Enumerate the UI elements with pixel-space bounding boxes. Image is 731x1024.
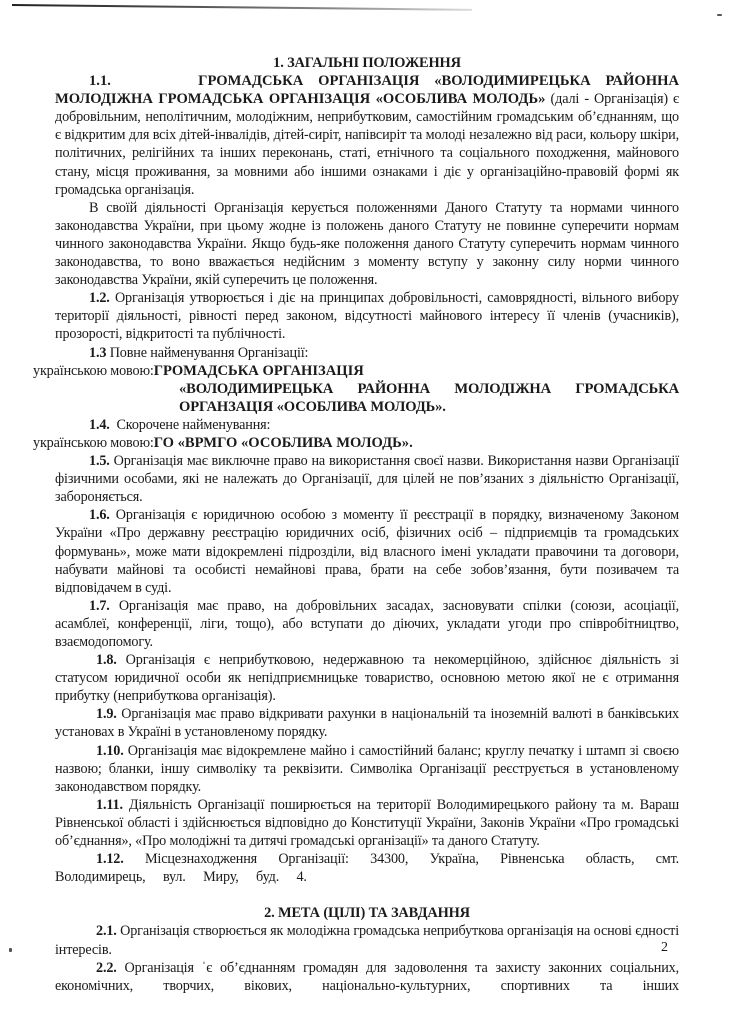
full-name-line1: ГРОМАДСЬКА ОРГАНІЗАЦІЯ (153, 362, 364, 379)
paragraph-1-4 (55, 416, 679, 434)
clause-number: 1.11. (96, 796, 123, 813)
clause-number: 1.7. (89, 597, 110, 614)
clause-number: 1.1. (89, 73, 111, 90)
clause-text: Організація є неприбутковою, недержавною та некомерційною, здійснює діяльність зі статусом юридичної особи як непідприємницьке товариство, основною метою якої не є отримання прибутку (неприбуткова організація). (55, 652, 679, 705)
clause-number: 1.4. (89, 416, 110, 433)
clause-text: Організація створюється як молодіжна громадська неприбуткова організація на основі єдності інтересів. (55, 923, 679, 958)
clause-number: 1.10. (96, 742, 124, 759)
clause-number: 1.6. (89, 507, 110, 524)
clause-text: Повне найменування Організації: (106, 344, 309, 361)
clause-number: 1.2. (89, 290, 110, 307)
scan-speck (9, 948, 12, 952)
paragraph-1-12 (55, 850, 679, 886)
organization-name: ГРОМАДСЬКА ОРГАНІЗАЦІЯ «ВОЛОДИМИРЕЦЬКА РАЙОННА МОЛОДІЖНА ГРОМАДСЬКА ОРГАНІЗАЦІЯ «ОСОБЛИВА МОЛОДЬ» (55, 73, 680, 108)
paragraph-1-3 (55, 344, 679, 362)
paragraph-1-9 (55, 705, 679, 741)
paragraph-2-1 (55, 922, 679, 958)
paragraph-1-8 (55, 651, 679, 705)
language-label: українською мовою: (33, 434, 154, 451)
clause-text: (далі - Організація) є добровільним, неполітичним, молодіжним, неприбутковим, самостійним громадським об’єднанням, що є відкритим для всіх дітей-інвалідів, дітей-сиріт, напівсиріт та молоді незалежно від раси, кольору шкіри, політичних, релігійних та інших переконань, статі, етнічного та соціального походження, майнового стану, місця проживання, за мовними або іншими ознаками і діє у організаційно-правовій формі як громадська організація. (55, 91, 679, 198)
clause-number: 1.3 (89, 344, 107, 361)
paragraph-1-11 (55, 796, 679, 850)
section-heading-2: 2. МЕТА (ЦІЛІ) ТА ЗАВДАННЯ (264, 905, 470, 922)
paragraph-1-2 (55, 289, 679, 343)
scan-speck (717, 14, 722, 16)
clause-number: 1.8. (96, 652, 117, 669)
clause-number: 2.1. (96, 923, 117, 940)
document-page (33, 54, 680, 995)
paragraph-1-1 (55, 72, 679, 199)
clause-text: Організація має право, на добровільних засадах, засновувати спілки (союзи, асоціації, асамблеї, конференції, ліги, тощо), або вступати до діючих, укладати угоди про співробітництво, взаємодопомогу. (55, 597, 679, 650)
full-name-continuation: «ВОЛОДИМИРЕЦЬКА РАЙОННА МОЛОДІЖНА ГРОМАДСЬКА ОРГАНЗАЦІЯ «ОСОБЛИВА МОЛОДЬ». (179, 380, 679, 415)
short-name: ГО «ВРМГО «ОСОБЛИВА МОЛОДЬ». (153, 434, 413, 451)
clause-number: 2.2. (96, 959, 117, 976)
paragraph-1-6 (55, 506, 679, 596)
paragraph-2-2 (55, 959, 679, 995)
full-name-row (33, 362, 679, 380)
clause-number: 1.9. (96, 706, 117, 723)
paragraph-1-10 (55, 742, 679, 796)
clause-text: Організація має право відкривати рахунки в національній та іноземній валюті в банківських установах в Україні в установленому порядку. (55, 706, 679, 741)
page-number: 2 (661, 940, 668, 955)
clause-text: Організація утворюється і діє на принципах добровільності, самоврядності, вільного вибору території діяльності, рівності перед законом, відсутності майнового інтересу її членів (учасників), прозорості, відкритості та публічності. (55, 290, 679, 343)
short-name-row (33, 434, 679, 452)
paragraph-1-5 (55, 452, 679, 506)
clause-number: 1.5. (89, 453, 110, 470)
clause-text: Діяльність Організації поширюється на території Володимирецького району та м. Вараш Рівненської області і здійснюється відповідно до Конституції України, Законів України «Про громадські об’єднання», «Про молодіжні та дитячі громадські організації» та даного Статуту. (55, 796, 679, 850)
paragraph-1-7 (55, 597, 679, 651)
clause-text: Місцезнаходження Організації: 34300, Україна, Рівненська область, смт. Володимирець, вул. Миру, буд. 4. (55, 851, 679, 886)
clause-text: Організація має відокремлене майно і самостійний баланс; круглу печатку і штамп зі своєю назвою; бланки, іншу символіку та реквізити. Символіка Організації реєструється в установленому законодавством порядку. (55, 742, 679, 795)
scan-artifact-line (12, 4, 472, 11)
paragraph-statute: В своїй діяльності Організація керується положеннями Даного Статуту та нормами чинного законодавства України, при цьому жодне із положень даного Статуту не повинне суперечити нормам чинного законодавства України. Якщо будь-яке положення даного Статуту суперечить нормам чинного законодавства, то воно вважається недійсним з моменту вступу у законну силу норми чинного законодавства України, якій суперечить це положення. (55, 199, 679, 289)
clause-text: Організація є юридичною особою з моменту її реєстрації в порядку, визначеному Законом України «Про державну реєстрацію юридичних осіб, фізичних осіб – підприємців та громадських формувань», може мати відокремлені підрозділи, від власного імені укладати правочини та договори, набувати майнові та особисті немайнові права, брати на себе зобов’язання, бути позивачем та відповідачем в суді. (55, 507, 679, 596)
clause-text: Організація має виключне право на використання своєї назви. Використання назви Організації фізичними особами, які не належать до Організації, для цілей не пов’язаних з діяльністю Організації, забороняється. (55, 453, 679, 506)
clause-text: Організація ˈє об’єднанням громадян для задоволення та захисту законних соціальних, економічних, творчих, вікових, національно-культурних, спортивних та інших (55, 959, 679, 994)
clause-text: Скорочене найменування: (109, 416, 271, 433)
language-label: українською мовою: (33, 362, 154, 379)
clause-number: 1.12. (96, 851, 124, 868)
section-gap (55, 886, 679, 904)
section-heading-1: 1. ЗАГАЛЬНІ ПОЛОЖЕННЯ (273, 55, 461, 71)
